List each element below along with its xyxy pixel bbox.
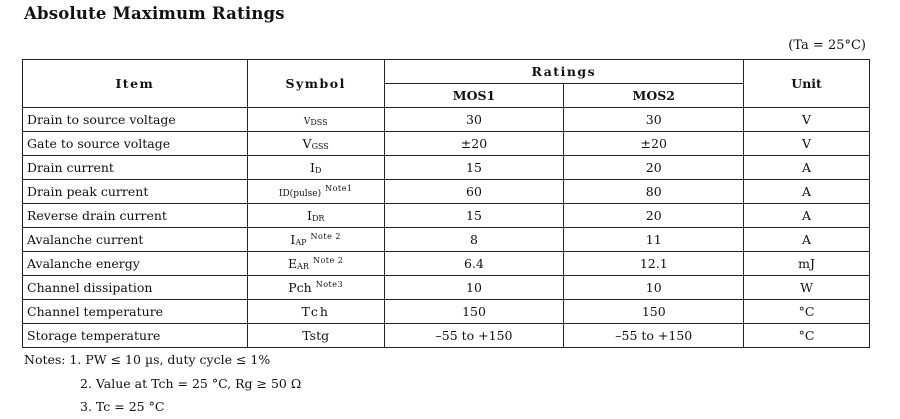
ratings-table — [22, 59, 870, 348]
symbol-cell — [247, 180, 384, 204]
notes-block — [24, 348, 301, 419]
item-cell: Channel temperature — [23, 300, 248, 324]
mos1-value: 60 — [384, 180, 564, 204]
symbol-main: Pch — [288, 280, 312, 295]
mos1-value: 15 — [384, 204, 564, 228]
header-mos2: MOS2 — [564, 84, 744, 108]
item-cell: Drain peak current — [23, 180, 248, 204]
unit-cell: V — [744, 132, 870, 156]
mos2-value: 150 — [564, 300, 744, 324]
header-ratings: Ratings — [384, 60, 744, 84]
ambient-condition: (Ta = 25°C) — [788, 38, 866, 53]
symbol-note: Note 2 — [312, 256, 344, 265]
symbol-main: V — [302, 136, 312, 151]
symbol-note: Note3 — [315, 280, 344, 289]
table-row — [23, 324, 870, 348]
symbol-main: Tch — [301, 304, 330, 319]
note-line: 3. Tc = 25 °C — [80, 399, 165, 414]
mos2-value: 80 — [564, 180, 744, 204]
unit-cell: °C — [744, 300, 870, 324]
item-cell: Drain current — [23, 156, 248, 180]
header-item: Item — [23, 60, 248, 108]
symbol-main: Tstg — [302, 328, 330, 343]
section-title: Absolute Maximum Ratings — [24, 4, 285, 23]
table-row — [23, 276, 870, 300]
mos1-value: 150 — [384, 300, 564, 324]
unit-cell: W — [744, 276, 870, 300]
item-cell: Reverse drain current — [23, 204, 248, 228]
header-mos1: MOS1 — [384, 84, 564, 108]
mos1-value: 8 — [384, 228, 564, 252]
table-row — [23, 252, 870, 276]
symbol-sub: GSS — [311, 142, 329, 151]
symbol-sub: D — [314, 166, 322, 175]
symbol-main: ID(pulse) — [278, 189, 322, 199]
unit-cell: A — [744, 228, 870, 252]
table-row — [23, 228, 870, 252]
table-row — [23, 204, 870, 228]
note-line: Notes: 1. PW ≤ 10 µs, duty cycle ≤ 1% — [24, 352, 271, 367]
unit-cell: A — [744, 156, 870, 180]
symbol-sub: DSS — [310, 118, 328, 127]
item-cell: Channel dissipation — [23, 276, 248, 300]
note-line: 2. Value at Tch = 25 °C, Rg ≥ 50 Ω — [80, 375, 302, 391]
item-cell: Drain to source voltage — [23, 108, 248, 132]
unit-cell: A — [744, 204, 870, 228]
mos2-value: 12.1 — [564, 252, 744, 276]
unit-cell: °C — [744, 324, 870, 348]
mos1-value: –55 to +150 — [384, 324, 564, 348]
symbol-cell — [247, 228, 384, 252]
mos2-value: –55 to +150 — [564, 324, 744, 348]
symbol-main: E — [288, 256, 298, 271]
header-symbol: Symbol — [247, 60, 384, 108]
symbol-main: V — [303, 117, 311, 127]
symbol-note: Note1 — [325, 184, 353, 193]
unit-cell: A — [744, 180, 870, 204]
mos1-value: 15 — [384, 156, 564, 180]
mos2-value: ±20 — [564, 132, 744, 156]
table-row — [23, 132, 870, 156]
symbol-cell — [247, 156, 384, 180]
table-row — [23, 108, 870, 132]
unit-cell: mJ — [744, 252, 870, 276]
mos2-value: 10 — [564, 276, 744, 300]
symbol-note: Note 2 — [310, 232, 341, 241]
mos1-value: ±20 — [384, 132, 564, 156]
table-row — [23, 300, 870, 324]
table-row — [23, 180, 870, 204]
unit-cell: V — [744, 108, 870, 132]
symbol-cell — [247, 300, 384, 324]
symbol-cell — [247, 252, 384, 276]
mos2-value: 20 — [564, 156, 744, 180]
mos1-value: 30 — [384, 108, 564, 132]
symbol-main: I — [306, 208, 312, 223]
symbol-cell — [247, 108, 384, 132]
symbol-cell — [247, 324, 384, 348]
symbol-cell — [247, 204, 384, 228]
header-unit: Unit — [744, 60, 870, 108]
symbol-cell — [247, 132, 384, 156]
mos2-value: 20 — [564, 204, 744, 228]
item-cell: Avalanche energy — [23, 252, 248, 276]
mos2-value: 11 — [564, 228, 744, 252]
item-cell: Storage temperature — [23, 324, 248, 348]
item-cell: Gate to source voltage — [23, 132, 248, 156]
symbol-cell — [247, 276, 384, 300]
symbol-main: I — [309, 160, 315, 175]
symbol-main: I — [290, 232, 296, 247]
symbol-sub: DR — [311, 214, 325, 223]
symbol-sub: AR — [297, 262, 309, 271]
mos1-value: 10 — [384, 276, 564, 300]
symbol-sub: AP — [295, 238, 307, 247]
mos1-value: 6.4 — [384, 252, 564, 276]
table-row — [23, 156, 870, 180]
mos2-value: 30 — [564, 108, 744, 132]
item-cell: Avalanche current — [23, 228, 248, 252]
